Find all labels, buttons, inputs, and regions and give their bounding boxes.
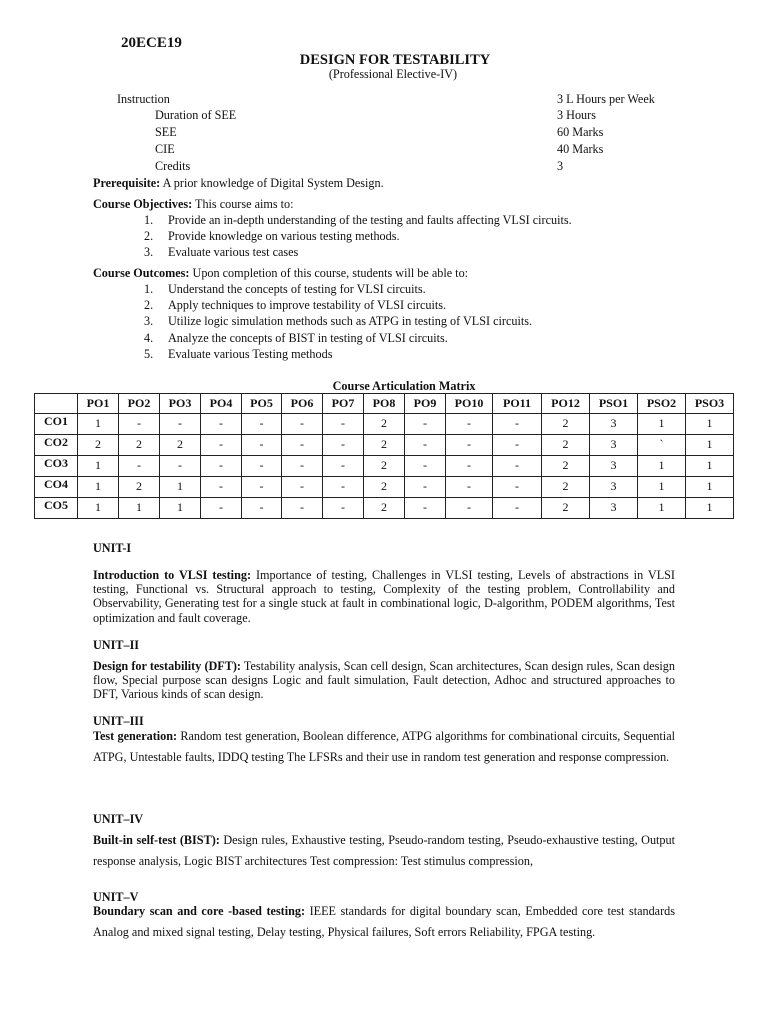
matrix-cell: 2	[364, 414, 405, 435]
matrix-row-label: CO4	[35, 477, 78, 498]
list-item	[144, 245, 572, 261]
matrix-cell: -	[282, 456, 323, 477]
matrix-corner-cell	[35, 394, 78, 414]
unit-1-text: Importance of testing, Challenges in VLSI testing, Levels of abstractions in VLSI testing, Functional vs. Structural approach to testing, Complexity of the testing problem, Controllability and Observability, Generating test for a single stuck at fault in combinational logic, D-algorithm, PODEM algorithms, Test optimization and fault coverage.	[93, 568, 675, 625]
matrix-cell: -	[160, 456, 201, 477]
matrix-row-label: CO3	[35, 456, 78, 477]
matrix-cell: 2	[364, 498, 405, 519]
matrix-cell: -	[493, 456, 542, 477]
matrix-cell: -	[242, 435, 282, 456]
matrix-cell: -	[323, 414, 364, 435]
list-item	[144, 229, 572, 245]
item-text: Evaluate various test cases	[168, 245, 299, 260]
unit-2-text: Testability analysis, Scan cell design, Scan architectures, Scan design rules, Scan design flow, Special purpose scan designs Logic and fault simulation, Fault detection, Adhoc and structured approaches to DFT, Various kinds of scan design.	[93, 659, 675, 702]
matrix-cell: -	[446, 498, 493, 519]
matrix-cell: -	[323, 435, 364, 456]
matrix-cell: -	[242, 498, 282, 519]
item-text: Provide an in-depth understanding of the testing and faults affecting VLSI circuits.	[168, 213, 572, 227]
matrix-cell: 1	[686, 435, 734, 456]
matrix-cell: 1	[686, 414, 734, 435]
unit-4-heading: UNIT–IV	[93, 812, 144, 826]
unit-3-content	[93, 726, 675, 767]
matrix-caption: Course Articulation Matrix	[332, 379, 476, 393]
matrix-cell: -	[282, 435, 323, 456]
matrix-cell: 2	[542, 498, 590, 519]
unit-2-content	[93, 659, 675, 702]
matrix-body	[35, 414, 734, 519]
unit-3-heading: UNIT–III	[93, 714, 144, 728]
matrix-cell: -	[201, 456, 242, 477]
info-row-instruction	[0, 92, 768, 108]
matrix-cell: -	[201, 435, 242, 456]
objectives-label: Course Objectives:	[93, 197, 193, 211]
prerequisite	[93, 176, 675, 192]
matrix-cell: -	[323, 456, 364, 477]
matrix-cell: -	[201, 477, 242, 498]
matrix-row	[35, 414, 734, 435]
matrix-row	[35, 477, 734, 498]
info-label: SEE	[155, 125, 177, 139]
matrix-cell: 2	[364, 435, 405, 456]
unit-1-topic: Introduction to VLSI testing:	[93, 568, 252, 582]
matrix-cell: 2	[364, 456, 405, 477]
matrix-cell: 1	[78, 477, 119, 498]
info-value: 60 Marks	[557, 125, 604, 139]
matrix-cell: 2	[542, 477, 590, 498]
item-text: Utilize logic simulation methods such as ATPG in testing of VLSI circuits.	[168, 314, 533, 329]
unit-5-heading: UNIT–V	[93, 890, 139, 904]
unit-5-content	[93, 901, 675, 942]
item-number: 1.	[144, 213, 154, 227]
matrix-cell: 3	[590, 435, 638, 456]
matrix-cell: -	[493, 498, 542, 519]
matrix-cell: -	[242, 456, 282, 477]
item-number: 3.	[144, 314, 154, 329]
matrix-cell: 1	[638, 414, 686, 435]
matrix-header-cell: PO4	[201, 394, 242, 414]
unit-4-text: Design rules, Exhaustive testing, Pseudo-random testing, Pseudo-exhaustive testing, Output response analysis, Logic BIST architectures Test compression: Test stimulus compression,	[93, 833, 676, 868]
matrix-cell: 1	[686, 456, 734, 477]
info-value: 3 Hours	[557, 108, 596, 122]
item-number: 4.	[144, 330, 154, 345]
course-code: 20ECE19	[121, 35, 182, 51]
matrix-header-row	[35, 394, 734, 414]
matrix-cell: -	[323, 498, 364, 519]
matrix-header-cell: PSO2	[638, 394, 686, 414]
matrix-header-cell: PO2	[119, 394, 160, 414]
matrix-cell: -	[493, 435, 542, 456]
matrix-cell: 2	[160, 435, 201, 456]
prerequisite-text: A prior knowledge of Digital System Design.	[160, 176, 384, 190]
outcomes-heading	[93, 266, 675, 282]
matrix-cell: -	[323, 477, 364, 498]
matrix-cell: 1	[638, 456, 686, 477]
matrix-cell: -	[493, 477, 542, 498]
matrix-cell: -	[201, 414, 242, 435]
matrix-cell: -	[201, 498, 242, 519]
matrix-cell: 1	[160, 498, 201, 519]
matrix-cell: -	[282, 477, 323, 498]
matrix-cell: 2	[119, 477, 160, 498]
item-text: Evaluate various Testing methods	[168, 346, 333, 361]
matrix-cell: 3	[590, 477, 638, 498]
info-label: Duration of SEE	[155, 108, 237, 122]
item-text: Analyze the concepts of BIST in testing of VLSI circuits.	[168, 330, 448, 345]
matrix-cell: -	[405, 498, 446, 519]
matrix-cell: -	[242, 477, 282, 498]
matrix-cell: 2	[364, 477, 405, 498]
unit-3-topic: Test generation:	[93, 729, 178, 743]
info-value: 3	[557, 159, 564, 173]
matrix-header-cell: PO5	[242, 394, 282, 414]
course-title: DESIGN FOR TESTABILITY	[299, 52, 491, 68]
item-text: Provide knowledge on various testing methods.	[168, 229, 400, 244]
item-number: 2.	[144, 229, 154, 244]
matrix-cell: 1	[78, 414, 119, 435]
info-label: Instruction	[117, 92, 170, 106]
unit-5-topic: Boundary scan and core -based testing:	[93, 904, 306, 918]
list-item	[144, 331, 532, 347]
matrix-cell: -	[405, 456, 446, 477]
matrix-header-cell: PO3	[160, 394, 201, 414]
matrix-cell: -	[493, 414, 542, 435]
matrix-cell: -	[446, 456, 493, 477]
matrix-cell: -	[282, 498, 323, 519]
matrix-cell: -	[446, 435, 493, 456]
info-value: 40 Marks	[557, 142, 604, 156]
matrix-cell: -	[282, 414, 323, 435]
matrix-cell: 3	[590, 456, 638, 477]
unit-4-content	[93, 830, 675, 871]
matrix-row	[35, 498, 734, 519]
matrix-cell: 2	[542, 435, 590, 456]
matrix-cell: 1	[638, 477, 686, 498]
matrix-cell: -	[242, 414, 282, 435]
info-label: Credits	[155, 159, 191, 173]
matrix-row-label: CO5	[35, 498, 78, 519]
matrix-cell: 1	[78, 498, 119, 519]
unit-3-text: Random test generation, Boolean difference, ATPG algorithms for combinational circuits, Sequential ATPG, Untestable faults, IDDQ testing The LFSRs and their use in random test generation and response compression.	[93, 729, 675, 764]
objectives-list	[144, 213, 572, 262]
matrix-cell: 1	[686, 477, 734, 498]
list-item	[144, 282, 532, 298]
info-row-duration	[0, 108, 768, 124]
matrix-cell: 2	[119, 435, 160, 456]
objectives-intro: This course aims to:	[192, 197, 294, 211]
matrix-cell: 3	[590, 414, 638, 435]
matrix-cell: -	[405, 477, 446, 498]
outcomes-intro: Upon completion of this course, students will be able to:	[189, 266, 469, 280]
matrix-cell: -	[405, 414, 446, 435]
item-text: Understand the concepts of testing for VLSI circuits.	[168, 282, 426, 296]
objectives-heading	[93, 197, 675, 213]
list-item	[144, 298, 532, 314]
outcomes-list	[144, 282, 532, 363]
matrix-cell: -	[160, 414, 201, 435]
matrix-header-cell: PO11	[493, 394, 542, 414]
matrix-row	[35, 456, 734, 477]
item-number: 1.	[144, 282, 154, 296]
matrix-header-cell: PSO3	[686, 394, 734, 414]
list-item	[144, 213, 572, 229]
unit-5-text: IEEE standards for digital boundary scan, Embedded core test standards Analog and mixed signal testing, Delay testing, Physical failures, Soft errors Reliability, FPGA testing.	[93, 904, 675, 939]
matrix-header-cell: PO12	[542, 394, 590, 414]
unit-1-content	[93, 568, 675, 625]
matrix-row	[35, 435, 734, 456]
matrix-cell: 1	[78, 456, 119, 477]
unit-1-heading: UNIT-I	[93, 541, 132, 555]
matrix-cell: 3	[590, 498, 638, 519]
matrix-header-cell: PO8	[364, 394, 405, 414]
matrix-row-label: CO2	[35, 435, 78, 456]
info-row-cie	[0, 142, 768, 158]
matrix-cell: 1	[686, 498, 734, 519]
item-number: 5.	[144, 346, 154, 361]
list-item	[144, 314, 532, 330]
item-number: 3.	[144, 245, 154, 260]
matrix-cell: -	[446, 414, 493, 435]
matrix-header-cell: PSO1	[590, 394, 638, 414]
matrix-header-cell: PO7	[323, 394, 364, 414]
list-item	[144, 347, 532, 363]
matrix-cell: 1	[119, 498, 160, 519]
course-subtitle: (Professional Elective-IV)	[328, 67, 458, 81]
matrix-cell: -	[119, 414, 160, 435]
matrix-header-cell: PO6	[282, 394, 323, 414]
matrix-cell: 2	[78, 435, 119, 456]
matrix-header-cell: PO10	[446, 394, 493, 414]
matrix-cell: 1	[638, 498, 686, 519]
matrix-cell: 2	[542, 414, 590, 435]
matrix-cell: -	[405, 435, 446, 456]
unit-2-heading: UNIT–II	[93, 638, 140, 652]
unit-2-topic: Design for testability (DFT):	[93, 659, 241, 673]
item-text: Apply techniques to improve testability of VLSI circuits.	[168, 298, 447, 313]
unit-4-topic: Built-in self-test (BIST):	[93, 833, 220, 847]
matrix-cell: `	[638, 435, 686, 456]
matrix-row-label: CO1	[35, 414, 78, 435]
info-value: 3 L Hours per Week	[557, 92, 655, 106]
matrix-header-cell: PO1	[78, 394, 119, 414]
matrix-header-cell: PO9	[405, 394, 446, 414]
info-row-see	[0, 125, 768, 141]
info-row-credits	[0, 159, 768, 175]
matrix-cell: -	[119, 456, 160, 477]
articulation-matrix	[34, 393, 734, 519]
info-label: CIE	[155, 142, 175, 156]
matrix-cell: 2	[542, 456, 590, 477]
outcomes-label: Course Outcomes:	[93, 266, 190, 280]
item-number: 2.	[144, 298, 154, 313]
matrix-cell: -	[446, 477, 493, 498]
prerequisite-label: Prerequisite:	[93, 176, 161, 190]
matrix-cell: 1	[160, 477, 201, 498]
